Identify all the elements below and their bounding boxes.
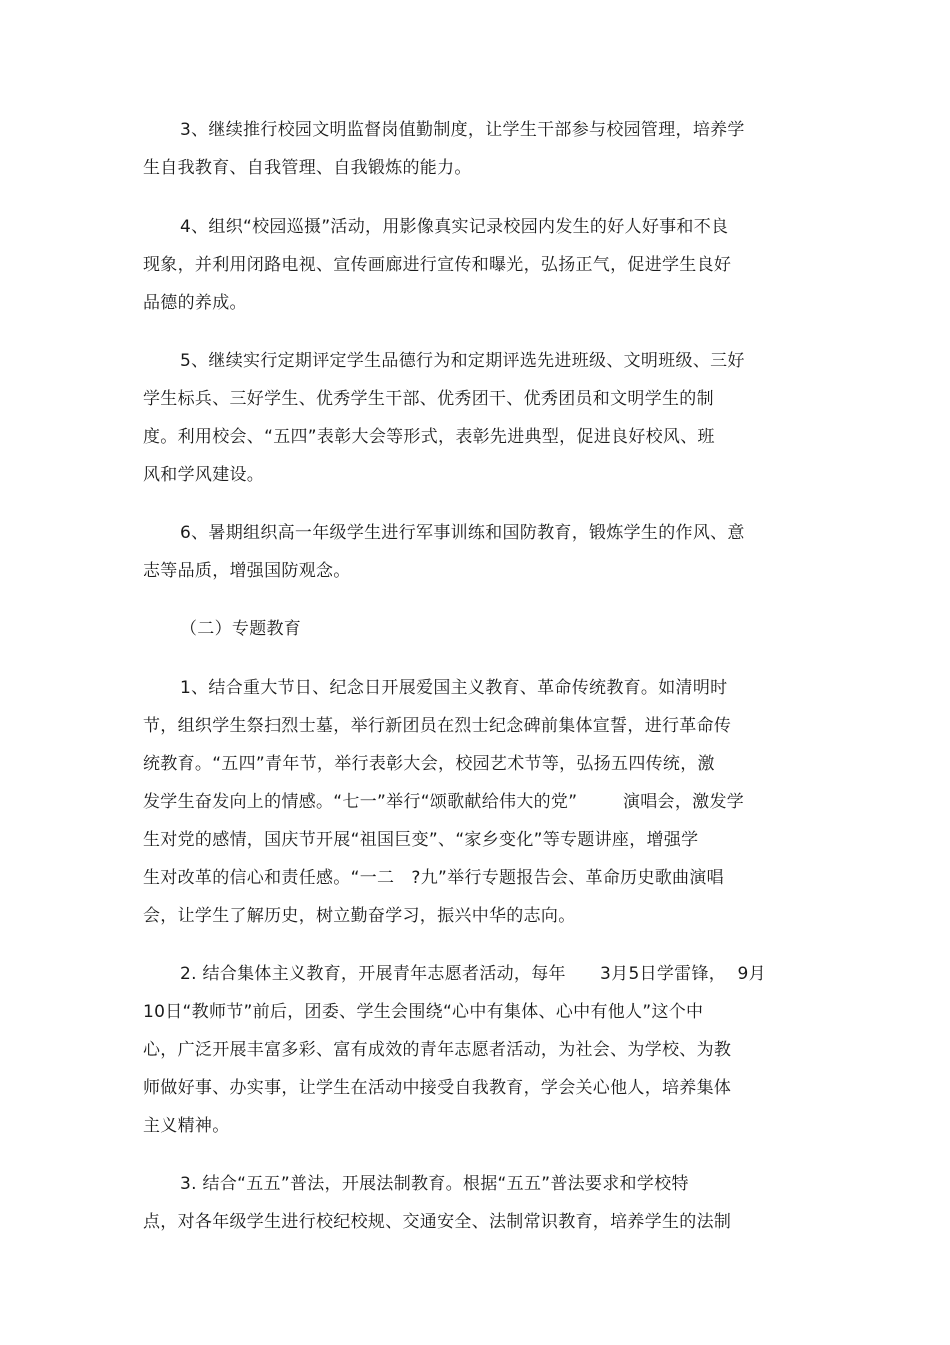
item-1-line-5: 生对党的感情，国庆节开展“祖国巨变”、“家乡变化”等专题讲座，增强学 (143, 830, 699, 850)
paragraph-5-line-4: 风和学风建设。 (143, 465, 265, 485)
item-1-line-4: 发学生奋发向上的情感。“七一”举行“颂歌献给伟大的党” 演唱会，激发学 (143, 792, 745, 812)
item-1-line-1: 1、结合重大节日、纪念日开展爱国主义教育、革命传统教育。如清明时 (180, 678, 728, 698)
item-1-line-7: 会，让学生了解历史，树立勤奋学习，振兴中华的志向。 (143, 906, 576, 926)
item-1-line-3: 统教育。“五四”青年节，举行表彰大会，校园艺术节等，弘扬五四传统，激 (143, 754, 715, 774)
paragraph-6-line-1: 6、暑期组织高一年级学生进行军事训练和国防教育，锻炼学生的作风、意 (180, 523, 745, 543)
item-2-line-2: 10日“教师节”前后，团委、学生会围绕“心中有集体、心中有他人”这个中 (143, 1002, 704, 1022)
paragraph-4-line-3: 品德的养成。 (143, 293, 247, 313)
item-1-line-6: 生对改革的信心和责任感。“一二 ?九”举行专题报告会、革命历史歌曲演唱 (143, 868, 724, 888)
item-2-line-4: 师做好事、办实事，让学生在活动中接受自我教育，学会关心他人，培养集体 (143, 1078, 732, 1098)
item-1-line-2: 节，组织学生祭扫烈士墓，举行新团员在烈士纪念碑前集体宣誓，进行革命传 (143, 716, 732, 736)
item-3-line-2: 点，对各年级学生进行校纪校规、交通安全、法制常识教育，培养学生的法制 (143, 1212, 732, 1232)
paragraph-6-line-2: 志等品质，增强国防观念。 (143, 561, 351, 581)
paragraph-5-line-3: 度。利用校会、“五四”表彰大会等形式，表彰先进典型，促进良好校风、班 (143, 427, 715, 447)
section-heading: （二）专题教育 (180, 619, 302, 639)
paragraph-4-line-1: 4、组织“校园巡摄”活动，用影像真实记录校园内发生的好人好事和不良 (180, 217, 729, 237)
item-3-line-1: 3. 结合“五五”普法，开展法制教育。根据“五五”普法要求和学校特 (180, 1174, 689, 1194)
item-2-line-1: 2. 结合集体主义教育，开展青年志愿者活动，每年 3月5日学雷锋， 9月 (180, 964, 766, 984)
item-2-line-3: 心，广泛开展丰富多彩、富有成效的青年志愿者活动，为社会、为学校、为教 (143, 1040, 732, 1060)
paragraph-5-line-2: 学生标兵、三好学生、优秀学生干部、优秀团干、优秀团员和文明学生的制 (143, 389, 714, 409)
paragraph-5-line-1: 5、继续实行定期评定学生品德行为和定期评选先进班级、文明班级、三好 (180, 351, 745, 371)
paragraph-3-line-1: 3、继续推行校园文明监督岗值勤制度，让学生干部参与校园管理，培养学 (180, 120, 745, 140)
item-2-line-5: 主义精神。 (143, 1116, 230, 1136)
paragraph-4-line-2: 现象，并利用闭路电视、宣传画廊进行宣传和曝光，弘扬正气，促进学生良好 (143, 255, 732, 275)
paragraph-3-line-2: 生自我教育、自我管理、自我锻炼的能力。 (143, 158, 472, 178)
